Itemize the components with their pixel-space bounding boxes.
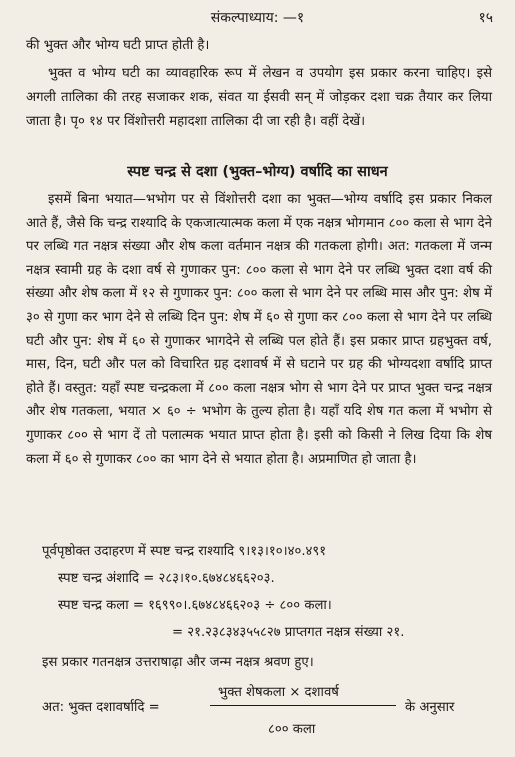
- fraction-bar: [210, 705, 396, 706]
- chapter-title: संकल्पाध्याय: —१: [210, 10, 305, 26]
- formula-numerator: भुक्त शेषकला × दशावर्ष: [218, 685, 339, 700]
- paragraph-3: इसमें बिना भयात—भभोग पर से विंशोत्तरी दशा का भुक्त—भोग्य वर्षादि इस प्रकार निकल आते हैं, जैसे कि चन्द्र राश्यादि के एकजात्यात्मक कला में एक नक्षत्र भोगमान ८०० कला से भाग देने पर लब्धि गत नक्षत्र संख्या और शेष कला वर्तमान नक्षत्र की गतकला होगी। अत: गतकला में जन्म नक्षत्र स्वामी ग्रह के दशा वर्ष से गुणाकर पुन: ८०० कला से भाग देने पर लब्धि भुक्त दशा वर्ष की संख्या और शेष कला में १२ से गुणाकर पुन: ८०० कला से भाग देने पर लब्धि मास और पुन: शेष में ३० से गुणा कर भाग देने से लब्धि दिन पुन: शेष में ६० से गुणा कर ८०० कला से भाग देने पर लब्धि घटी और पुन: शेष में ६० से गुणाकर भागदेने से लब्धि पल होते हैं। इस प्रकार प्राप्त ग्रहभुक्त वर्ष, मास, दिन, घटी और पल को विचारित ग्रह दशावर्ष में से घटाने पर ग्रह की भोग्यदशा वर्षादि प्राप्त होते हैं। वस्तुत: यहाँ स्पष्ट चन्द्रकला में ८०० कला नक्षत्र भोग से भाग देने पर प्राप्त भुक्त चन्द्र नक्षत्र और शेष गतकला, भयात × ६० ÷ भभोग के तुल्य होता है। यहाँ यदि शेष गत कला में भभोग से गुणाकर ८०० से भाग दें तो पलात्मक भयात प्राप्त होता है। इसी को किसी ने लिख दिया कि शेष कला में ६० से गुणाकर ८०० का भाग देने से भयात होता है। अप्रमाणित हो जाता है।: [26, 192, 492, 467]
- formula-rhs: के अनुसार: [405, 700, 455, 715]
- formula-denominator: ८०० कला: [268, 722, 316, 737]
- moon-degrees-line: स्पष्ट चन्द्र अंशादि = २८३।१०.६७४८४६६२०३.: [58, 571, 275, 586]
- formula-lhs: अत: भुक्त दशावर्षादि =: [42, 700, 160, 715]
- moon-kala-line: स्पष्ट चन्द्र कला = १६९९०।.६७४८४६६२०३ ÷ ८०० कला।: [58, 598, 332, 613]
- paragraph-2: भुक्त व भोग्य घटी का व्यावहारिक रूप में लेखन व उपयोग इस प्रकार करना चाहिए। इसे अगली तालिका की तरह सजाकर शक, संवत या ईसवी सन् में जोड़कर दशा चक्र तैयार कर लिया जाता है। पृ० १४ पर विंशोत्तरी महादशा तालिका दी जा रही है। वहीं देखें।: [26, 66, 492, 130]
- nakshatra-count-line: = २१.२३८३४३५५८२७ प्राप्तगत नक्षत्र संख्या २१.: [172, 625, 405, 640]
- nakshatra-result-line: इस प्रकार गतनक्षत्र उत्तराषाढ़ा और जन्म नक्षत्र श्रवण हुए।: [42, 655, 314, 670]
- page-header: [0, 8, 515, 30]
- paragraph-1: की भुक्त और भोग्य घटी प्राप्त होती है।: [26, 38, 210, 53]
- section-heading: स्पष्ट चन्द्र से दशा (भुक्त–भोग्य) वर्षादि का साधन: [127, 164, 388, 180]
- example-line: पूर्वपृष्ठोक्त उदाहरण में स्पष्ट चन्द्र राश्यादि ९।१३।१०।४०.४९१: [42, 544, 327, 559]
- page-number: १५: [478, 10, 493, 26]
